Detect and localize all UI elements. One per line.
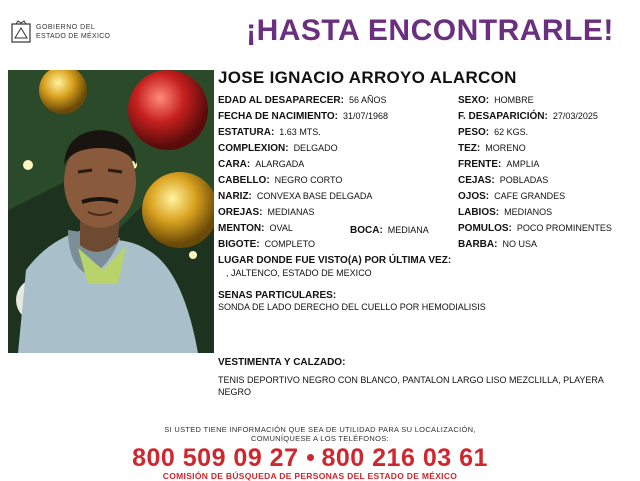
bullet-dot-icon (307, 454, 314, 461)
field-frente: FRENTE: AMPLIA (458, 159, 540, 170)
field-fecha-nacimiento: FECHA DE NACIMIENTO: 31/07/1968 (218, 111, 389, 122)
vestimenta-line1: TENIS DEPORTIVO NEGRO CON BLANCO, PANTALON LARGO LISO MEZCLILLA, PLAYERA (218, 375, 604, 385)
logo-text-line1: GOBIERNO DEL (36, 24, 96, 31)
phone-number-1[interactable]: 800 509 09 27 (132, 444, 299, 472)
field-cabello: CABELLO: NEGRO CORTO (218, 175, 343, 186)
field-cara: CARA: ALARGADA (218, 159, 305, 170)
field-estatura: ESTATURA: 1.63 MTS. (218, 127, 321, 138)
phone-numbers (0, 444, 620, 473)
field-pomulos: POMULOS: POCO PROMINENTES (458, 223, 612, 234)
person-name: JOSE IGNACIO ARROYO ALARCON (218, 68, 517, 87)
field-fecha-desaparicion: F. DESAPARICIÓN: 27/03/2025 (458, 111, 598, 122)
field-orejas: OREJAS: MEDIANAS (218, 207, 315, 218)
field-menton: MENTON: OVAL (218, 223, 293, 234)
person-photo (8, 70, 214, 353)
senas-value: SONDA DE LADO DERECHO DEL CUELLO POR HEMODIALISIS (218, 302, 486, 312)
government-logo (10, 18, 130, 48)
headline: ¡HASTA ENCONTRARLE! (246, 14, 614, 47)
field-nariz: NARIZ: CONVEXA BASE DELGADA (218, 191, 373, 202)
phone-number-2[interactable]: 800 216 03 61 (321, 444, 488, 472)
field-peso: PESO: 62 KGS. (458, 127, 529, 138)
field-sexo: SEXO: HOMBRE (458, 95, 534, 106)
logo-text-line2: ESTADO DE MÉXICO (36, 33, 111, 40)
field-cejas: CEJAS: POBLADAS (458, 175, 549, 186)
field-bigote: BIGOTE: COMPLETO (218, 239, 316, 250)
lugar-label: LUGAR DONDE FUE VISTO(A) POR ÚLTIMA VEZ: (218, 255, 452, 266)
vestimenta-line2: NEGRO (218, 387, 252, 397)
lugar-value: , JALTENCO, ESTADO DE MEXICO (226, 268, 372, 278)
commission-name: COMISIÓN DE BÚSQUEDA DE PERSONAS DEL ESTADO DE MÉXICO (162, 471, 458, 481)
vestimenta-label: VESTIMENTA Y CALZADO: (218, 357, 346, 368)
senas-label: SENAS PARTICULARES: (218, 290, 337, 301)
contact-note-line2: COMUNÍQUESE A LOS TELÉFONOS: (251, 434, 389, 443)
field-barba: BARBA: NO USA (458, 239, 537, 250)
field-edad: EDAD AL DESAPARECER: 56 AÑOS (218, 95, 387, 106)
field-boca: BOCA: MEDIANA (350, 225, 429, 236)
field-ojos: OJOS: CAFE GRANDES (458, 191, 566, 202)
coat-of-arms-icon (10, 20, 32, 44)
field-tez: TEZ: MORENO (458, 143, 526, 154)
contact-note-line1: SI USTED TIENE INFORMACIÓN QUE SEA DE UTILIDAD PARA SU LOCALIZACIÓN, (164, 425, 476, 434)
field-complexion: COMPLEXION: DELGADO (218, 143, 338, 154)
field-labios: LABIOS: MEDIANOS (458, 207, 553, 218)
